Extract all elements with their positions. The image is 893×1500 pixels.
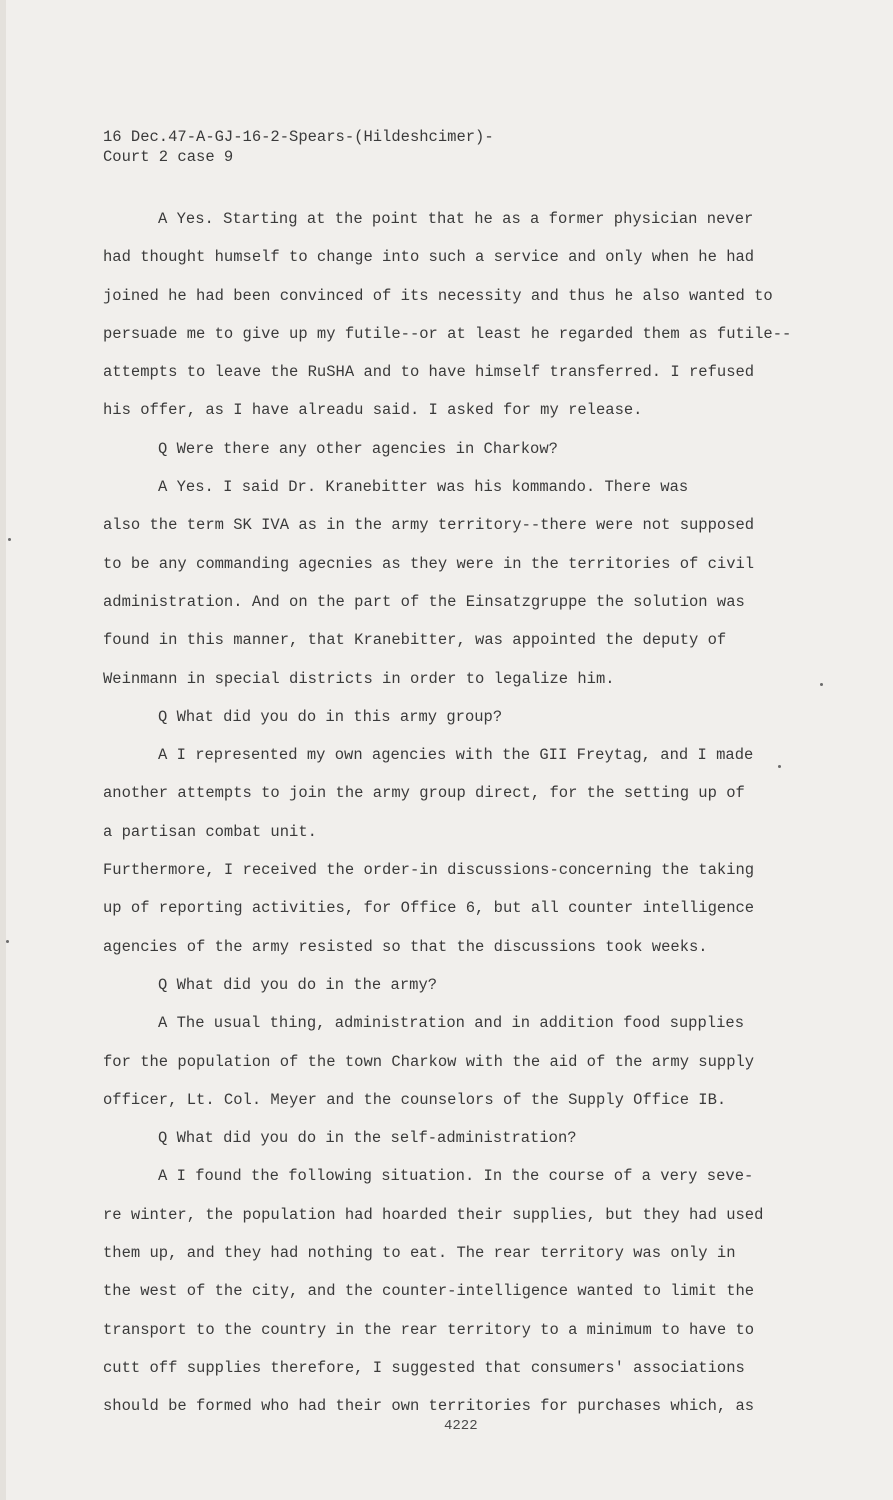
- transcript-line: A I represented my own agencies with the GII Freytag, and I made: [158, 746, 754, 765]
- paper-speck: [6, 940, 9, 943]
- transcript-line: attempts to leave the RuSHA and to have himself transferred. I refused: [103, 363, 755, 382]
- transcript-line: cutt off supplies therefore, I suggested that consumers' associations: [103, 1358, 745, 1377]
- transcript-line: up of reporting activities, for Office 6, but all counter intelligence: [103, 899, 755, 918]
- transcript-line: officer, Lt. Col. Meyer and the counselors of the Supply Office IB.: [103, 1090, 727, 1109]
- transcript-line: Q Were there any other agencies in Charkow?: [158, 439, 558, 458]
- transcript-line: found in this manner, that Kranebitter, was appointed the deputy of: [103, 631, 727, 650]
- transcript-line: should be formed who had their own territories for purchases which, as: [103, 1397, 755, 1416]
- paper-speck: [820, 683, 823, 686]
- paper-speck: [8, 538, 11, 541]
- paper-speck: [778, 765, 781, 768]
- transcript-line: the west of the city, and the counter-intelligence wanted to limit the: [103, 1282, 755, 1301]
- header-court: Court 2 case 9: [103, 148, 234, 166]
- transcript-line: to be any commanding agecnies as they were in the territories of civil: [103, 554, 755, 573]
- transcript-line: re winter, the population had hoarded their supplies, but they had used: [103, 1205, 764, 1224]
- transcript-line: A I found the following situation. In the course of a very seve-: [158, 1167, 754, 1186]
- transcript-line: a partisan combat unit.: [103, 822, 317, 841]
- transcript-line: for the population of the town Charkow with the aid of the army supply: [103, 1052, 755, 1071]
- transcript-line: Q What did you do in this army group?: [158, 707, 503, 726]
- transcript-line: his offer, as I have alreadu said. I asked for my release.: [103, 401, 643, 420]
- transcript-line: Weinmann in special districts in order to legalize him.: [103, 669, 615, 688]
- transcript-line: another attempts to join the army group direct, for the setting up of: [103, 784, 745, 803]
- transcript-body: [103, 200, 833, 1426]
- transcript-line: persuade me to give up my futile--or at least he regarded them as futile--: [103, 324, 792, 343]
- document-header: [103, 127, 803, 167]
- transcript-line: A The usual thing, administration and in addition food supplies: [158, 1014, 744, 1033]
- transcript-line: also the term SK IVA as in the army territory--there were not supposed: [103, 516, 755, 535]
- transcript-line: Q What did you do in the army?: [158, 975, 438, 994]
- transcript-line: joined he had been convinced of its necessity and thus he also wanted to: [103, 286, 773, 305]
- page-number: 4222: [444, 1418, 478, 1434]
- header-reference: 16 Dec.47-A-GJ-16-2-Spears-(Hildeshcimer)-: [103, 128, 494, 146]
- transcript-line: A Yes. Starting at the point that he as a former physician never: [158, 210, 754, 228]
- transcript-line: them up, and they had nothing to eat. The rear territory was only in: [103, 1244, 736, 1263]
- transcript-line: transport to the country in the rear territory to a minimum to have to: [103, 1320, 755, 1339]
- transcript-line: administration. And on the part of the Einsatzgruppe the solution was: [103, 592, 745, 611]
- transcript-line: agencies of the army resisted so that the discussions took weeks.: [103, 937, 708, 956]
- transcript-line: A Yes. I said Dr. Kranebitter was his kommando. There was: [158, 478, 689, 497]
- transcript-line: Furthermore, I received the order-in discussions-concerning the taking: [103, 861, 755, 880]
- transcript-line: had thought humself to change into such a service and only when he had: [103, 248, 755, 267]
- transcript-line: Q What did you do in the self-administration?: [158, 1129, 577, 1148]
